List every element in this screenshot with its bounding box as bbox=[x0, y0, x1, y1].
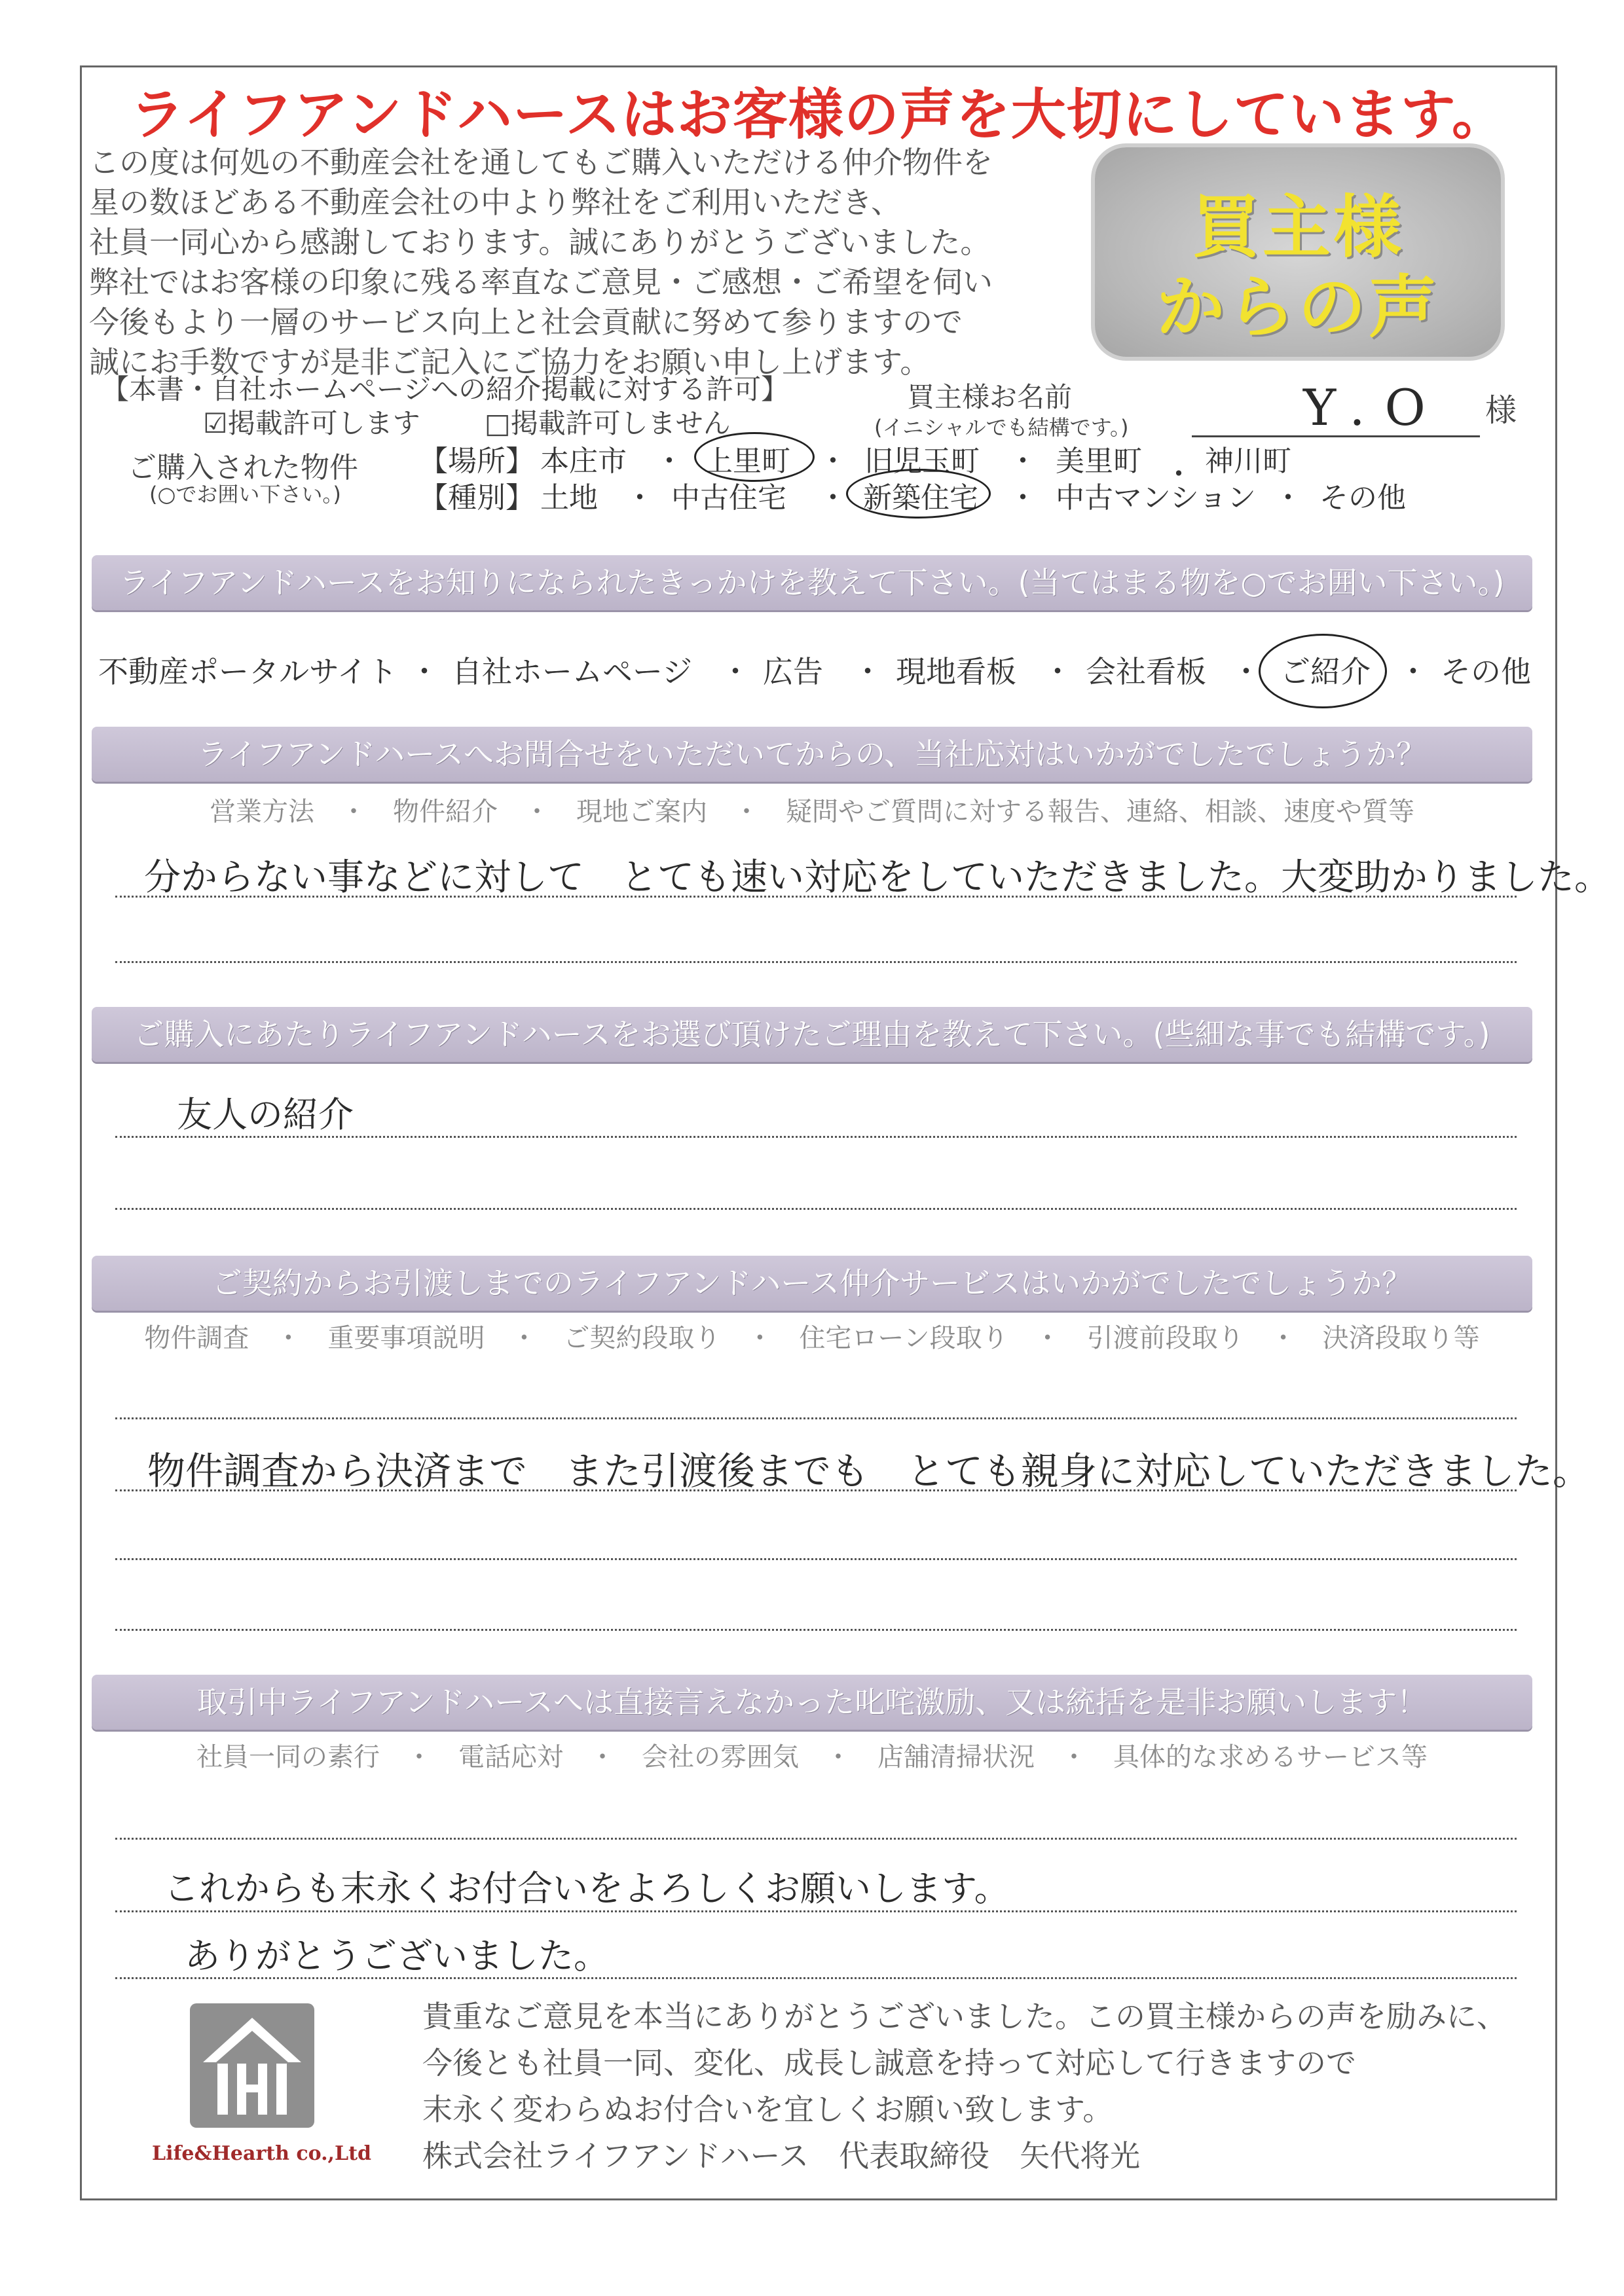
place-kamikawa[interactable]: 神川町 bbox=[1205, 445, 1291, 478]
q3-heading: ご購入にあたりライフアンドハースをお選び頂けたご理由を教えて下さい。(些細な事でも結構です。) bbox=[134, 1017, 1490, 1052]
q1-sep: ・ bbox=[720, 654, 750, 689]
answer-line bbox=[115, 1910, 1517, 1912]
answer-line bbox=[115, 1838, 1517, 1840]
badge-line-2: からの声 bbox=[1156, 267, 1439, 347]
q2-answer[interactable]: 分からない事などに対して とても速い対応をしていただきました。大変助かりました。 bbox=[144, 856, 1611, 899]
selected-type-circle bbox=[846, 469, 991, 519]
q4-heading: ご契約からお引渡しまでのライフアンドハース仲介サービスはいかがでしたでしょうか？ bbox=[212, 1266, 1412, 1301]
place-kodama[interactable]: 旧児玉町 bbox=[864, 445, 980, 478]
buyer-name-value[interactable]: Y.O bbox=[1303, 378, 1445, 437]
place-misato[interactable]: 美里町 bbox=[1056, 445, 1142, 478]
page-title: ライフアンドハースはお客様の声を大切にしています。 bbox=[129, 82, 1507, 147]
q1-sep: ・ bbox=[853, 654, 883, 689]
buyer-name-note: (イニシャルでも結構です。) bbox=[874, 415, 1129, 440]
answer-line bbox=[115, 896, 1517, 898]
q1-option-other[interactable]: その他 bbox=[1441, 654, 1531, 689]
closing-message bbox=[422, 1994, 1542, 2179]
property-label: ご購入された物件 bbox=[128, 451, 358, 484]
q3-answer[interactable]: 友人の紹介 bbox=[177, 1094, 354, 1135]
answer-line bbox=[115, 1629, 1517, 1631]
type-other[interactable]: その他 bbox=[1320, 481, 1406, 515]
type-new-house[interactable]: 新築住宅 bbox=[863, 481, 978, 515]
q1-option-ad[interactable]: 広告 bbox=[763, 654, 823, 689]
answer-line bbox=[115, 1136, 1517, 1138]
permission-allow-checkbox[interactable]: ☑掲載許可します bbox=[203, 407, 420, 439]
answer-line bbox=[115, 961, 1517, 963]
q4-answer[interactable]: 物件調査から決済まで また引渡後までも とても親身に対応していただきました。 bbox=[147, 1449, 1591, 1493]
answer-line bbox=[115, 1489, 1517, 1491]
answer-line bbox=[115, 1977, 1517, 1979]
q1-sep: ・ bbox=[1398, 654, 1428, 689]
place-sep: ・ bbox=[819, 445, 847, 478]
type-label: 【種別】 bbox=[419, 481, 534, 515]
q2-heading-band bbox=[92, 727, 1532, 782]
closing-line: 今後とも社員一同、変化、成長し誠意を持って対応して行きますので bbox=[422, 2045, 1356, 2081]
type-used-house[interactable]: 中古住宅 bbox=[671, 481, 786, 515]
intro-line: 弊社ではお客様の印象に残る率直なご意見・ご感想・ご希望を伺い bbox=[89, 264, 993, 300]
q4-heading-band bbox=[92, 1256, 1532, 1311]
buyer-voice-badge bbox=[1095, 147, 1501, 357]
q1-option-homepage[interactable]: 自社ホームページ bbox=[452, 654, 693, 689]
place-kamisato[interactable]: 上里町 bbox=[704, 445, 790, 478]
type-used-condo[interactable]: 中古マンション bbox=[1056, 481, 1257, 515]
intro-line: 星の数ほどある不動産会社の中より弊社をご利用いただき、 bbox=[89, 185, 902, 220]
property-note: (○でお囲い下さい。) bbox=[149, 482, 341, 507]
q1-heading-band bbox=[92, 555, 1532, 610]
q1-sep: ・ bbox=[1043, 654, 1073, 689]
place-honjo[interactable]: 本庄市 bbox=[540, 445, 627, 478]
closing-line: 貴重なご意見を本当にありがとうございました。この買主様からの声を励みに、 bbox=[422, 1999, 1507, 2034]
intro-line: この度は何処の不動産会社を通してもご購入いただける仲介物件を bbox=[89, 145, 993, 180]
q1-option-company-sign[interactable]: 会社看板 bbox=[1086, 654, 1206, 689]
intro-line: 社員一同心から感謝しております。誠にありがとうございました。 bbox=[89, 225, 991, 260]
q5-answer-line-1[interactable]: これからも末永くお付合いをよろしくお願いします。 bbox=[164, 1868, 1010, 1909]
type-sep: ・ bbox=[1008, 481, 1037, 515]
q1-heading: ライフアンドハースをお知りになられたきっかけを教えて下さい。(当てはまる物を○でお囲い下さい。) bbox=[119, 565, 1505, 600]
badge-line-1: 買主様 bbox=[1191, 187, 1404, 267]
type-land[interactable]: 土地 bbox=[540, 481, 598, 515]
q1-sep: ・ bbox=[409, 654, 439, 689]
buyer-name-suffix: 様 bbox=[1485, 392, 1517, 429]
q1-option-portal[interactable]: 不動産ポータルサイト bbox=[98, 654, 397, 689]
type-sep: ・ bbox=[625, 481, 654, 515]
q5-heading-band bbox=[92, 1675, 1532, 1730]
company-logo-icon bbox=[190, 2003, 314, 2128]
closing-signature: 株式会社ライフアンドハース 代表取締役 矢代将光 bbox=[422, 2138, 1141, 2174]
q5-heading: 取引中ライフアンドハースへは直接言えなかった叱咤激励、又は統括を是非お願いします！ bbox=[196, 1685, 1428, 1720]
intro-line: 今後もより一層のサービス向上と社会貢献に努めて参りますので bbox=[89, 304, 963, 340]
place-sep: ・ bbox=[655, 445, 684, 478]
q2-heading: ライフアンドハースへお問合せをいただいてからの、当社応対はいかがでしたでしょうか？ bbox=[197, 737, 1427, 772]
place-sep: ・ bbox=[1008, 445, 1037, 478]
selected-referral-circle bbox=[1259, 634, 1387, 708]
company-logo-text: Life&Hearth co.,Ltd bbox=[152, 2142, 371, 2165]
intro-line: 誠にお手数ですが是非ご記入にご協力をお願い申し上げます。 bbox=[89, 344, 931, 380]
buyer-name-label: 買主様お名前 bbox=[907, 381, 1073, 413]
closing-line: 末永く変わらぬお付合いを宜しくお願い致します。 bbox=[422, 2092, 1113, 2127]
q1-option-referral[interactable]: ご紹介 bbox=[1280, 654, 1371, 689]
permission-heading: 【本書・自社ホームページへの紹介掲載に対する許可】 bbox=[101, 373, 789, 405]
q5-answer-line-2[interactable]: ありがとうございました。 bbox=[185, 1935, 609, 1977]
place-label: 【場所】 bbox=[419, 445, 534, 478]
permission-deny-checkbox[interactable]: □掲載許可しません bbox=[485, 407, 731, 439]
answer-line bbox=[115, 1208, 1517, 1210]
answer-line bbox=[115, 1417, 1517, 1419]
q1-sep: ・ bbox=[1231, 654, 1261, 689]
q5-hint: 社員一同の素行 ・ 電話応対 ・ 会社の雰囲気 ・ 店舗清掃状況 ・ 具体的な求めるサービス等 bbox=[196, 1742, 1428, 1772]
q4-hint: 物件調査 ・ 重要事項説明 ・ ご契約段取り ・ 住宅ローン段取り ・ 引渡前段取り ・ 決済段取り等 bbox=[144, 1323, 1480, 1353]
q3-heading-band bbox=[92, 1007, 1532, 1062]
type-sep: ・ bbox=[819, 481, 847, 515]
q1-option-site-sign[interactable]: 現地看板 bbox=[896, 654, 1016, 689]
intro-text bbox=[89, 143, 1084, 382]
type-sep: ・ bbox=[1274, 481, 1302, 515]
answer-line bbox=[115, 1558, 1517, 1560]
q2-hint: 営業方法 ・ 物件紹介 ・ 現地ご案内 ・ 疑問やご質問に対する報告、連絡、相談、速度や質等 bbox=[210, 797, 1414, 827]
place-sep: ・ bbox=[1164, 458, 1193, 491]
